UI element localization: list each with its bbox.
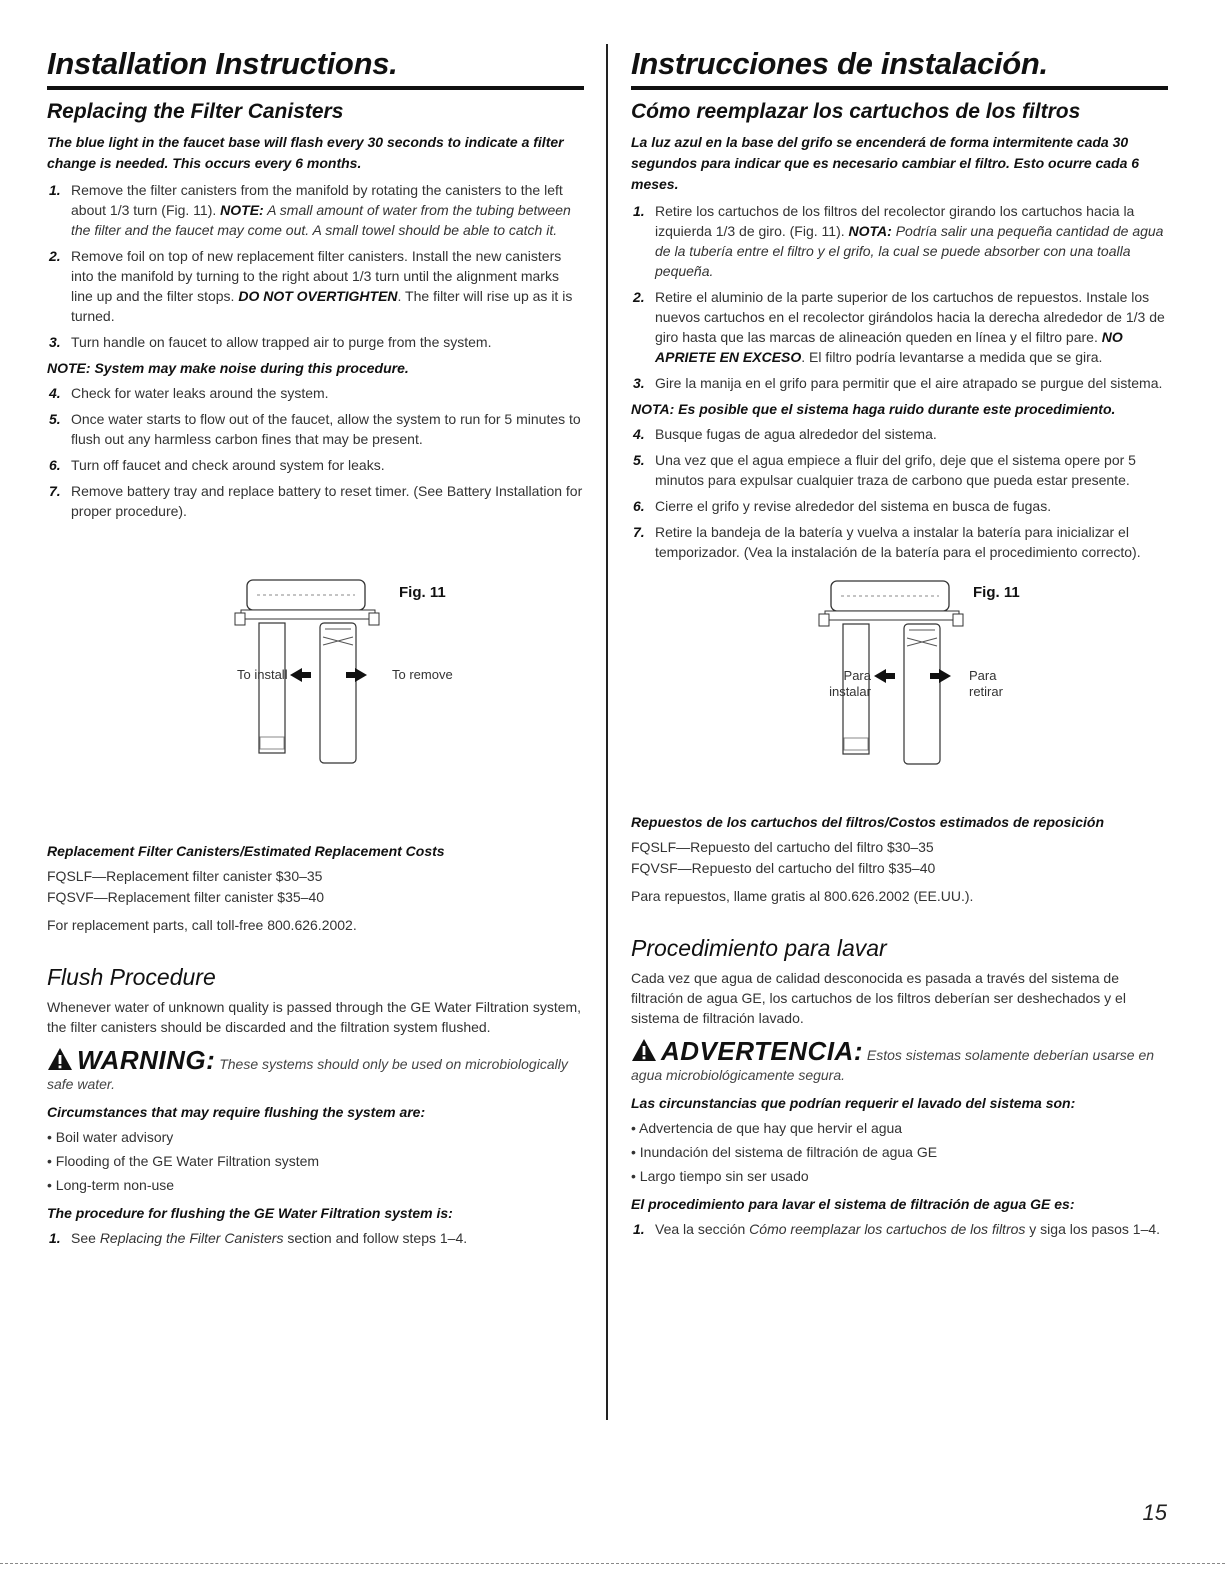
to-remove-label: To remove <box>392 667 453 682</box>
procedure-heading-en: The procedure for flushing the GE Water Filtration system is: <box>47 1205 453 1221</box>
page-title-es: Instrucciones de instalación. <box>631 46 1048 81</box>
note-es: NOTA: Es posible que el sistema haga ruido durante este procedimiento. <box>631 401 1116 417</box>
filter-figure-es <box>631 568 1168 798</box>
cost-item: FQSLF—Replacement filter canister $30–35 <box>47 868 323 884</box>
parts-call-en: For replacement parts, call toll-free 800.626.2002. <box>47 917 357 933</box>
note-en: NOTE: System may make noise during this procedure. <box>47 360 409 376</box>
warning-icon <box>47 1047 73 1071</box>
step-item: 4. Check for water leaks around the system. <box>49 385 329 401</box>
warning-en: WARNING: These systems should only be used on microbiologically safe water. <box>47 1045 568 1092</box>
replacing-heading-en: Replacing the Filter Canisters <box>47 100 344 123</box>
step-item: 6. Turn off faucet and check around system for leaks. <box>49 457 385 473</box>
costs-list-es <box>631 837 1168 878</box>
page-title-en: Installation Instructions. <box>47 46 398 81</box>
figure-label-en: Fig. 11 <box>399 584 446 601</box>
circumstances-heading-en: Circumstances that may require flushing the system are: <box>47 1104 426 1120</box>
para-instalar-label: Para instalar <box>829 668 871 699</box>
flush-text-es: Cada vez que agua de calidad desconocida es pasada a través del sistema de filtración de agua GE, los cartuchos de los filtros deberían ser deshechados y el sistema de filtración lavado. <box>631 970 1126 1026</box>
warning-es: ADVERTENCIA: Estos sistemas solamente deberían usarse en agua microbiológicamente segura. <box>631 1036 1155 1083</box>
circumstances-list-es <box>631 1118 1168 1186</box>
list-item: • Inundación del sistema de filtración de agua GE <box>631 1144 938 1160</box>
step-item: 1. Vea la sección Cómo reemplazar los cartuchos de los filtros y siga los pasos 1–4. <box>633 1221 1161 1237</box>
cost-item: FQSVF—Replacement filter canister $35–40 <box>47 889 325 905</box>
step-item: 1. Retire los cartuchos de los filtros del recolector girando los cartuchos hacia la izquierda 1/3 de giro. (Fig. 11). NOTA: Podría salir una pequeña cantidad de agua de la tubería entre el filtro y el grifo, la cual se puede absorber con una toalla pequeña. <box>633 203 1164 279</box>
costs-heading-es: Repuestos de los cartuchos del filtros/Costos estimados de reposición <box>631 814 1104 830</box>
steps-list-es <box>631 201 1168 393</box>
title-rule <box>47 86 584 90</box>
step-item: 7. Remove battery tray and replace battery to reset timer. (See Battery Installation for proper procedure). <box>49 483 583 519</box>
procedure-list-en <box>47 1228 584 1248</box>
costs-list-en <box>47 866 584 907</box>
step-item: 5. Once water starts to flow out of the faucet, allow the system to run for 5 minutes to flush out any harmless carbon fines that may be present. <box>49 411 581 447</box>
para-retirar-label: Para retirar <box>969 668 1003 699</box>
step-item: 5. Una vez que el agua empiece a fluir del grifo, deje que el sistema opere por 5 minutos para expulsar cualquier traza de carbono que pueda estar presente. <box>633 452 1136 488</box>
step-item: 3. Turn handle on faucet to allow trapped air to purge from the system. <box>49 334 492 350</box>
step-item: 6. Cierre el grifo y revise alrededor del sistema en busca de fugas. <box>633 498 1052 514</box>
steps-list-en <box>47 180 584 352</box>
flush-text-en: Whenever water of unknown quality is passed through the GE Water Filtration system, the filter canisters should be discarded and the filtration system flushed. <box>47 999 582 1035</box>
step-item: 7. Retire la bandeja de la batería y vuelva a instalar la batería para inicializar el temporizador. (Vea la instalación de la batería para el procedimiento correcto). <box>633 524 1141 560</box>
list-item: • Boil water advisory <box>47 1129 174 1145</box>
lead-text-es: La luz azul en la base del grifo se encenderá de forma intermitente cada 30 segundos para indicar que es necesario cambiar el filtro. Esto ocurre cada 6 meses. <box>631 134 1140 192</box>
step-item: 4. Busque fugas de agua alrededor del sistema. <box>633 426 937 442</box>
step-item: 3. Gire la manija en el grifo para permitir que el aire atrapado se purgue del sistema. <box>633 375 1163 391</box>
list-item: • Largo tiempo sin ser usado <box>631 1168 809 1184</box>
list-item: • Advertencia de que hay que hervir el agua <box>631 1120 903 1136</box>
flush-heading-es: Procedimiento para lavar <box>631 935 887 961</box>
procedure-list-es <box>631 1219 1168 1239</box>
lead-text-en: The blue light in the faucet base will flash every 30 seconds to indicate a filter change is needed. This occurs every 6 months. <box>47 134 564 171</box>
figure-label-es: Fig. 11 <box>973 584 1020 601</box>
costs-heading-en: Replacement Filter Canisters/Estimated Replacement Costs <box>47 843 445 859</box>
english-column <box>47 44 584 1254</box>
step-item: 2. Retire el aluminio de la parte superior de los cartuchos de repuestos. Instale los nuevos cartuchos en el recolector girándolos hacia la derecha alrededor de 1/3 de giro hasta que las marcas de alineación queden en línea y el filtro pare. NO APRIETE EN EXCESO. El filtro podría levantarse a medida que se gira. <box>633 289 1165 365</box>
procedure-heading-es: El procedimiento para lavar el sistema de filtración de agua GE es: <box>631 1196 1075 1212</box>
steps-list-2-en <box>47 383 584 521</box>
list-item: • Flooding of the GE Water Filtration system <box>47 1153 320 1169</box>
column-divider <box>606 44 608 1420</box>
cost-item: FQVSF—Repuesto del cartucho del filtro $35–40 <box>631 860 936 876</box>
filter-figure-en <box>47 527 584 827</box>
steps-list-2-es <box>631 424 1168 562</box>
circumstances-list-en <box>47 1127 584 1195</box>
page-number: 15 <box>1142 1500 1167 1525</box>
title-rule <box>631 86 1168 90</box>
warning-icon <box>631 1038 657 1062</box>
bottom-dashed-rule <box>0 1563 1225 1564</box>
step-item: 1. See Replacing the Filter Canisters section and follow steps 1–4. <box>49 1230 468 1246</box>
step-item: 1. Remove the filter canisters from the manifold by rotating the canisters to the left about 1/3 turn (Fig. 11). NOTE: A small amount of water from the tubing between the filter and the faucet may come out. A small towel should be able to catch it. <box>49 182 571 238</box>
cost-item: FQSLF—Repuesto del cartucho del filtro $30–35 <box>631 839 934 855</box>
list-item: • Long-term non-use <box>47 1177 175 1193</box>
flush-heading-en: Flush Procedure <box>47 964 216 990</box>
replacing-heading-es: Cómo reemplazar los cartuchos de los filtros <box>631 100 1081 123</box>
to-install-label: To install <box>237 667 288 682</box>
parts-call-es: Para repuestos, llame gratis al 800.626.2002 (EE.UU.). <box>631 888 974 904</box>
circumstances-heading-es: Las circunstancias que podrían requerir el lavado del sistema son: <box>631 1095 1076 1111</box>
step-item: 2. Remove foil on top of new replacement filter canisters. Install the new canisters into the manifold by turning to the right about 1/3 turn until the alignment marks line up and the filter stops. DO NOT OVERTIGHTEN. The filter will rise up as it is turned. <box>49 248 573 324</box>
spanish-column <box>631 44 1168 1245</box>
